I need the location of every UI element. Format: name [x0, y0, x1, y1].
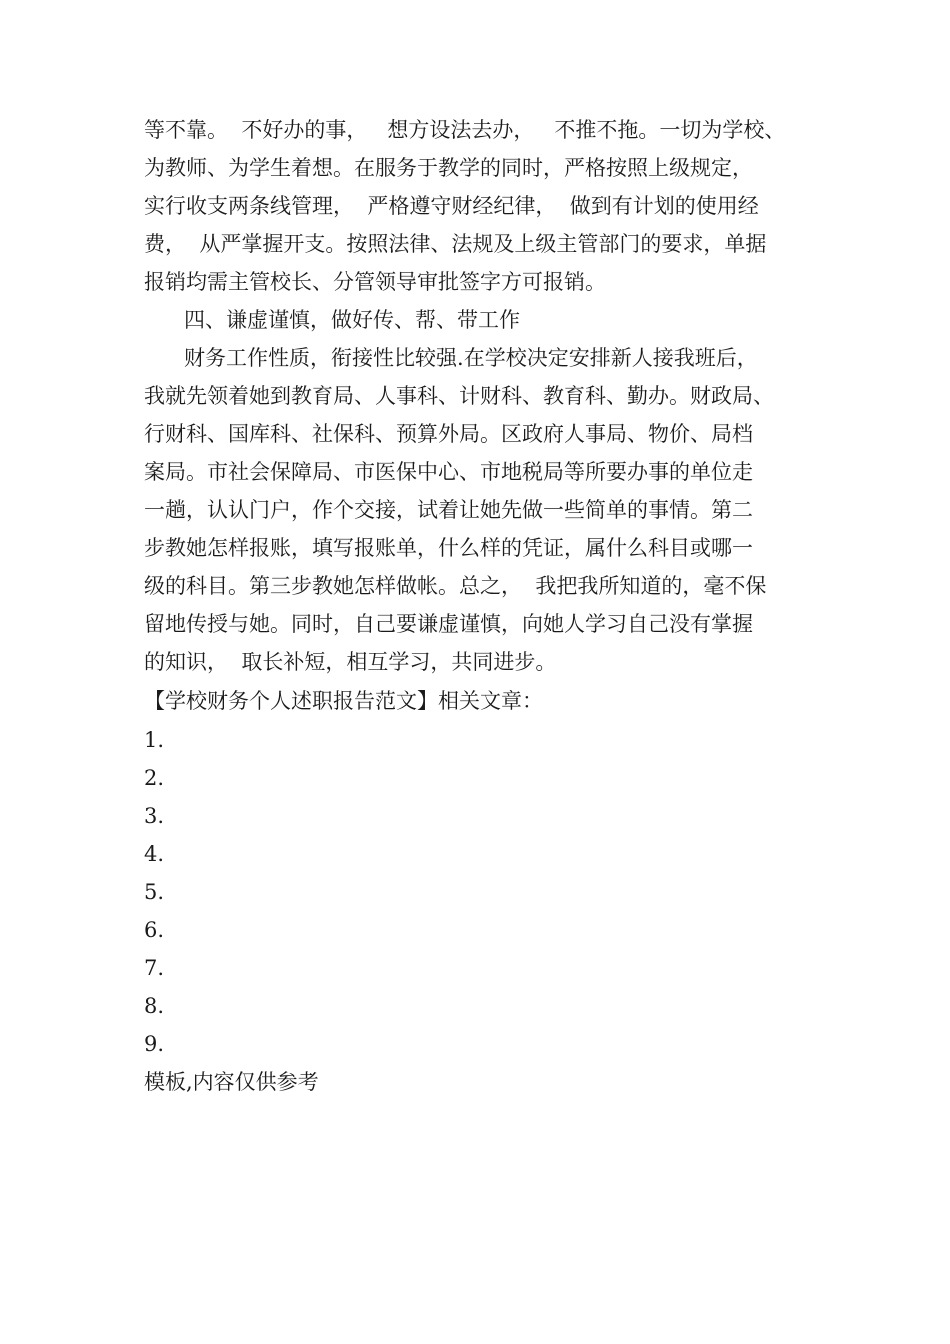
list-item: 7. [144, 956, 165, 980]
paragraph-line: 为教师、为学生着想。在服务于教学的同时，严格按照上级规定， [144, 156, 753, 180]
paragraph-line: 步教她怎样报账，填写报账单，什么样的凭证，属什么科目或哪一 [144, 536, 753, 560]
paragraph-line: 案局。市社会保障局、市医保中心、市地税局等所要办事的单位走 [144, 460, 753, 484]
paragraph-line: 级的科目。第三步教她怎样做帐。总之， 我把我所知道的，毫不保 [144, 574, 767, 598]
list-item: 6. [144, 918, 165, 942]
paragraph-line: 实行收支两条线管理， 严格遵守财经纪律， 做到有计划的使用经 [144, 194, 759, 218]
paragraph-line: 留地传授与她。同时，自己要谦虚谨慎，向她人学习自己没有掌握 [144, 612, 753, 636]
list-item: 9. [144, 1032, 165, 1056]
paragraph-line: 费， 从严掌握开支。按照法律、法规及上级主管部门的要求，单据 [144, 232, 767, 256]
list-item: 3. [144, 804, 165, 828]
list-item: 8. [144, 994, 165, 1018]
list-item: 1. [144, 728, 165, 752]
list-item: 5. [144, 880, 165, 904]
section-heading: 四、谦虚谨慎，做好传、帮、带工作 [144, 308, 521, 332]
paragraph-line: 我就先领着她到教育局、人事科、计财科、教育科、勤办。财政局、 [144, 384, 774, 408]
paragraph-line: 行财科、国库科、社保科、预算外局。区政府人事局、物价、局档 [144, 422, 753, 446]
paragraph-line: 财务工作性质，衔接性比较强.在学校决定安排新人接我班后， [144, 346, 758, 370]
footer-note: 模板,内容仅供参考 [144, 1070, 319, 1094]
list-item: 4. [144, 842, 165, 866]
paragraph-line: 等不靠。 不好办的事， 想方设法去办， 不推不拖。一切为学校、 [144, 118, 786, 142]
paragraph-line: 的知识， 取长补短，相互学习，共同进步。 [144, 650, 557, 674]
paragraph-line: 报销均需主管校长、分管领导审批签字方可报销。 [144, 270, 606, 294]
list-item: 2. [144, 766, 165, 790]
related-articles-heading: 【学校财务个人述职报告范文】相关文章： [144, 689, 543, 713]
paragraph-line: 一趟，认认门户，作个交接，试着让她先做一些简单的事情。第二 [144, 498, 753, 522]
